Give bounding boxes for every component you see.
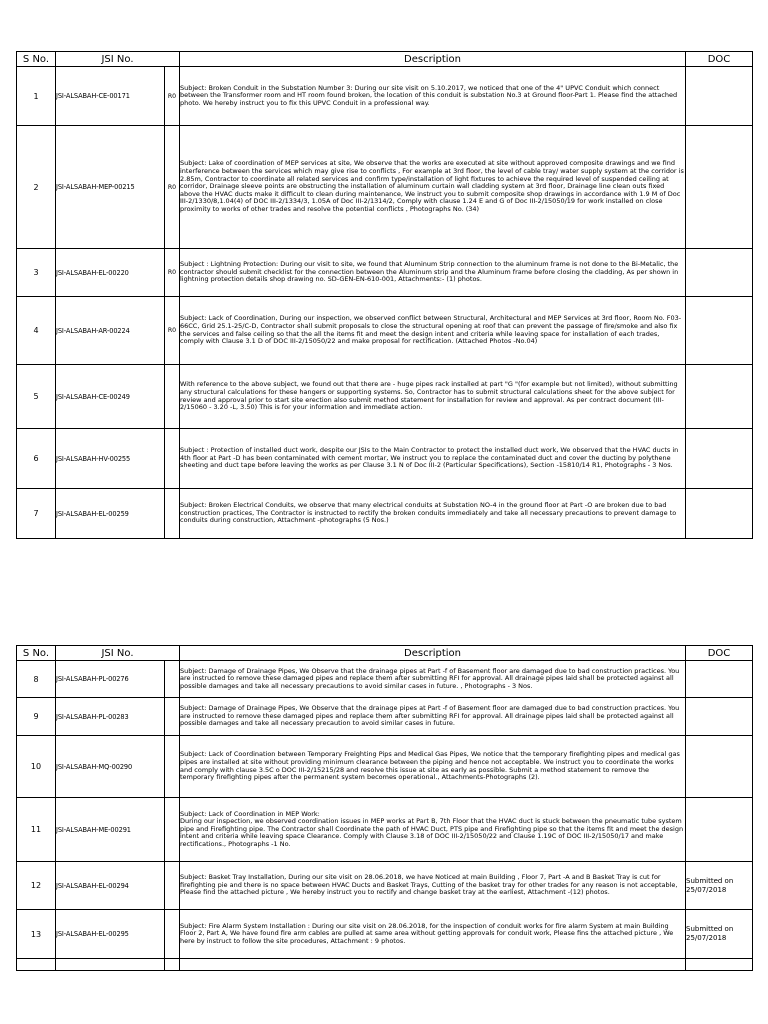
row-revision [165,798,180,862]
row-revision: R0 [165,67,180,126]
jsi-table-2 [16,645,753,971]
header-doc: DOC [686,646,753,661]
row-description: Subject: Lack of Coordination, During our inspection, we observed conflict between Structural, Architectural and MEP Services at 3rd floor, Room No. F03-66CC, Grid 25.1-25/C-D, Contractor shall submit proposals to close the structural opening at roof that can prevent the passage of fire/smoke and also fix the services and false ceiling so that the all the items fit and meet the design intent and criteria while leaving space for installation of each trades, comply with Clause 3.1 D of DOC III-2/15050/22 and make proposal for rectification. (Attached Photos -No.04) [180,297,686,365]
row-description: Subject : Protection of installed duct work, despite our JSIs to the Main Contractor to protect the installed duct work, We observed that the HVAC ducts in 4th floor at Part -D has been contaminated with cement mortar, We instruct you to replace the contaminated duct and cover the ducting by polythene sheeting and duct tape before leaving the works as per Clause 3.1 N of Doc III-2 (Particular Specifications), Section -15810/14 R1, Photographs - 3 Nos. [180,429,686,489]
row-description: Subject: Lack of Coordination in MEP Work: During our inspection, we observed coordination issues in MEP works at Part B, 7th Floor that the HVAC duct is stuck between the pneumatic tube system pipe and Firefighting pipe. The Contractor shall Coordinate the path of HVAC Duct, PTS pipe and Firefighting pipe so that the items fit and meet the design intent and criteria while leaving space Clearance. Comply with Clause 3.18 of DOC III-2/15050/22 and Clause 1.19C of DOC III-2/15050/17 and make rectifications., Photographs -1 No. [180,798,686,862]
row-revision [165,661,180,698]
row-description: Subject: Basket Tray Installation, During our site visit on 28.06.2018, we have Noticed at main Building , Floor 7, Part -A and B Basket Tray is cut for firefighting pie and there is no space between HVAC Ducts and Basket Trays, Cutting of the basket tray for other trades for any reason is not acceptable, Please find the attached picture , We hereby instruct you to rectify and change basket tray at the earliest, Attachment -(12) photos. [180,862,686,910]
row-description: Subject: Lack of Coordination between Temporary Freighting Pips and Medical Gas Pipes, We notice that the temporary firefighting pipes and medical gas pipes are installed at site without providing minimum clearance between the piping and hence not acceptable. We instruct you to coordinate the works and comply with clause 3.5C o DOC III-2/15215/28 and resolve this issue at site as early as possible. Submit a method statement to remove the temporary firefighting pipes after the permanent system becomes operational., Attachments-Photographs (2). [180,736,686,798]
row-sno: 10 [17,736,56,798]
row-description: With reference to the above subject, we found out that there are - huge pipes rack installed at part "G "(for example but not limited), without submitting any structural calculations for these hangers or supporting systems. So, Contractor has to submit structural calculations sheet for the above subject for review and approval prior to start site erection also submit method statement for installation for review and approval. As per contract document (III- 2/15060 - 3.20 -L, 3.50) This is for your information and immediate action. [180,365,686,429]
row-sno: 12 [17,862,56,910]
row-revision [165,959,180,971]
row-sno: 2 [17,126,56,249]
row-revision: R0 [165,297,180,365]
table-row [17,67,753,126]
row-jsi-number: JSI-ALSABAH-MQ-00290 [56,736,165,798]
row-jsi-number: JSI-ALSABAH-EL-00259 [56,489,165,539]
table-row [17,297,753,365]
row-doc [686,698,753,736]
row-doc [686,489,753,539]
row-jsi-number: JSI-ALSABAH-CE-00249 [56,365,165,429]
row-sno: 3 [17,249,56,297]
row-description: Subject: Broken Electrical Conduits, we observe that many electrical conduits at Substation NO-4 in the ground floor at Part -O are broken due to bad construction practices, The Contractor is instructed to rectify the broken conduits immediately and take all necessary precautions to prevent damage to conduits during construction, Attachment -photographs (5 Nos.) [180,489,686,539]
table-row [17,959,753,971]
row-jsi-number: JSI-ALSABAH-PL-00283 [56,698,165,736]
row-revision [165,698,180,736]
row-doc [686,798,753,862]
row-jsi-number: JSI-ALSABAH-CE-00171 [56,67,165,126]
header-jsi: JSI No. [56,646,180,661]
row-revision [165,365,180,429]
row-doc: Submitted on 25/07/2018 [686,862,753,910]
row-description: Subject : Lightning Protection: During our visit to site, we found that Aluminum Strip connection to the aluminum frame is not done to the Bi-Metalic, the contractor should submit checklist for the connection between the Aluminum strip and the Aluminum frame before closing the cladding, As per shown in lightning protection details shop drawing no. SD-GEN-EN-610-001, Attachments:- (1) photos. [180,249,686,297]
table-row [17,126,753,249]
row-doc [686,959,753,971]
header-sno: S No. [17,646,56,661]
row-description: Subject: Damage of Drainage Pipes, We Observe that the drainage pipes at Part -f of Basement floor are damaged due to bad construction practices. You are instructed to remove these damaged pipes and replace them after submitting RFI for approval. All drainage pipes laid shall be protected against all possible damages and take all necessary precaution to avoid similar cases in future. [180,698,686,736]
jsi-table-1 [16,51,753,539]
table-row [17,249,753,297]
row-doc [686,297,753,365]
row-description: Subject: Fire Alarm System Installation : During our site visit on 28.06.2018, for the inspection of conduit works for fire alarm System at main Building Floor 2, Part A, We have found fire arm cables are pulled at same area without getting approvals for conduit work, Please fins the attached picture , We here by instruct to follow the site procedures, Attachment : 9 photos. [180,910,686,959]
row-sno: 1 [17,67,56,126]
row-description: Subject: Lake of coordination of MEP services at site, We observe that the works are executed at site without approved composite drawings and we find interference between the services which may give rise to conflicts , For example at 3rd floor, the level of cable tray/ water supply system at the corridor is 2.85m, Contractor to coordinate all related services and confirm type/installation of light fixtures to achieve the required level of suspended ceiling at corridor, Drainage sleeve points are obstructing the installation of aluminum curtain wall cladding system at 3rd floor, Drainage line clean outs fixed above the HVAC ducts make it difficult to clean during maintenance, We instruct you to submit composite shop drawings in accordance with 1.9 M of Doc III-2/1330/8,1.04(4) of DOC III-2/1334/3, 1.05A of Doc III-2/1314/2, Comply with clause 1.24 E and G of Doc III-2/15050/19 for work installed on close proximity to works of other trades and resolve the potential conflicts , Photographs No. (34) [180,126,686,249]
row-sno: 13 [17,910,56,959]
row-sno: 7 [17,489,56,539]
row-jsi-number: JSI-ALSABAH-EL-00294 [56,862,165,910]
table-row [17,736,753,798]
row-jsi-number [56,959,165,971]
row-sno: 9 [17,698,56,736]
row-jsi-number: JSI-ALSABAH-EL-00295 [56,910,165,959]
table-row [17,661,753,698]
row-revision [165,910,180,959]
header-sno: S No. [17,52,56,67]
row-description: Subject: Damage of Drainage Pipes, We Observe that the drainage pipes at Part -f of Basement floor are damaged due to bad construction practices. You are instructed to remove these damaged pipes and replace them after submitting RFI for approval. All drainage pipes laid shall be protected against all possible damages and take all necessary precautions to avoid similar cases in future. , Photographs - 3 Nos. [180,661,686,698]
row-sno [17,959,56,971]
row-doc [686,67,753,126]
table-row [17,910,753,959]
row-doc [686,661,753,698]
row-sno: 11 [17,798,56,862]
row-revision [165,862,180,910]
row-jsi-number: JSI-ALSABAH-ME-00291 [56,798,165,862]
row-description: Subject: Broken Conduit in the Substation Number 3: During our site visit on 5.10.2017, we noticed that one of the 4" UPVC Conduit which connect between the Transformer room and HT room found broken, the location of this conduit is substation No.3 at Ground floor-Part 1. Please find the attached photo. We hereby instruct you to fix this UPVC Conduit in a professional way. [180,67,686,126]
row-doc [686,249,753,297]
row-revision [165,429,180,489]
header-jsi: JSI No. [56,52,180,67]
row-jsi-number: JSI-ALSABAH-PL-00276 [56,661,165,698]
header-description: Description [180,646,686,661]
row-doc [686,126,753,249]
table-header-row [17,52,753,67]
table-row [17,862,753,910]
row-doc [686,429,753,489]
row-revision: R0 [165,126,180,249]
row-sno: 4 [17,297,56,365]
table-row [17,429,753,489]
row-sno: 5 [17,365,56,429]
header-description: Description [180,52,686,67]
header-doc: DOC [686,52,753,67]
row-revision [165,489,180,539]
row-revision [165,736,180,798]
row-jsi-number: JSI-ALSABAH-MEP-00215 [56,126,165,249]
row-doc [686,365,753,429]
table-row [17,489,753,539]
row-revision: R0 [165,249,180,297]
row-description [180,959,686,971]
row-sno: 8 [17,661,56,698]
row-jsi-number: JSI-ALSABAH-AR-00224 [56,297,165,365]
table-row [17,798,753,862]
row-doc: Submitted on 25/07/2018 [686,910,753,959]
row-sno: 6 [17,429,56,489]
row-jsi-number: JSI-ALSABAH-HV-00255 [56,429,165,489]
table-row [17,365,753,429]
table-header-row [17,646,753,661]
row-jsi-number: JSI-ALSABAH-EL-00220 [56,249,165,297]
table-row [17,698,753,736]
row-doc [686,736,753,798]
